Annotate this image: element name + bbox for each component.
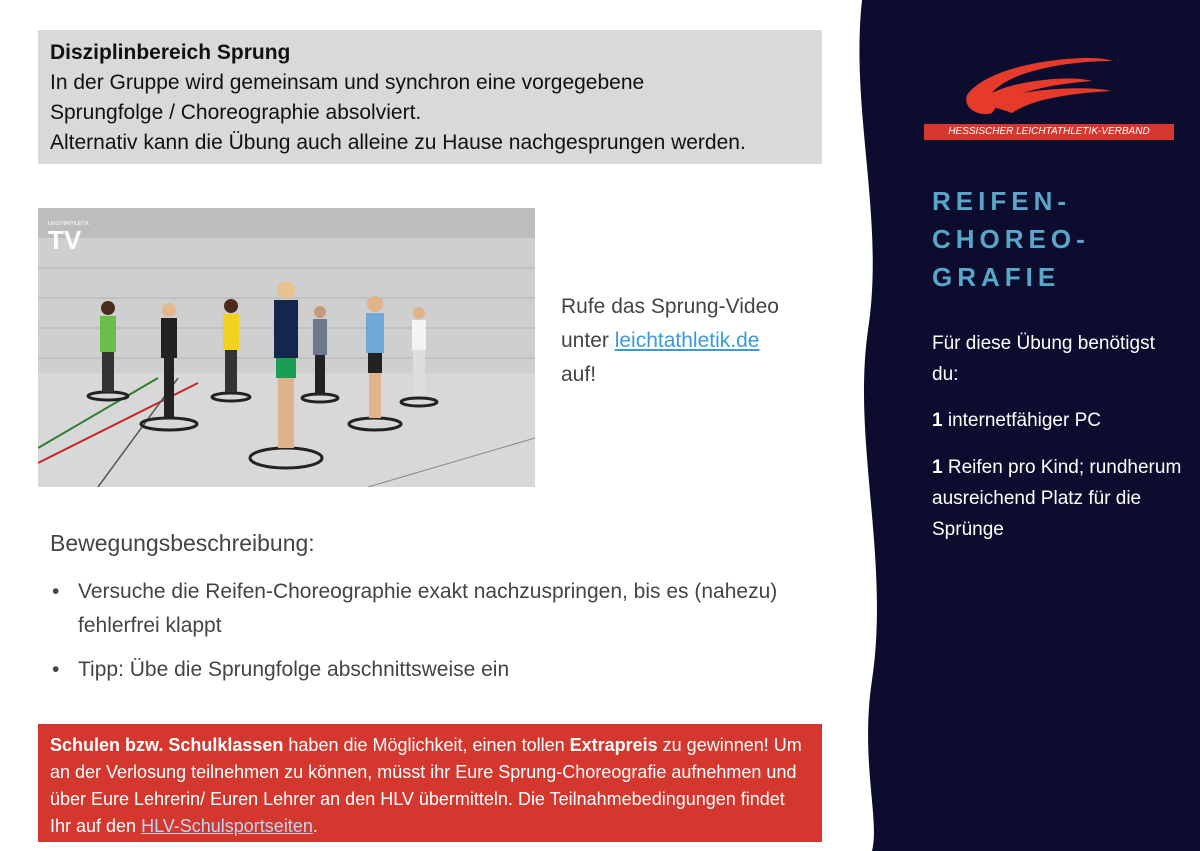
list-item — [50, 575, 810, 643]
video-logo-tv: TV — [48, 225, 82, 255]
notice-text-2: zu gewinnen! Um an der Verlosung teilnehmen zu können, müsst ihr Eure Sprung-Choreografie aufnehmen und über Eure Lehrerin/ Euren Lehrer an den HLV übermitteln. Die Teilnahmebedingungen findet Ihr auf den — [50, 735, 802, 836]
list-item — [50, 653, 810, 687]
description-list — [50, 575, 810, 697]
intro-box — [38, 30, 822, 164]
sidebar-title-line-2: CHOREO- — [932, 224, 1090, 254]
intro-line-3: Alternativ kann die Übung auch alleine zu Hause nachgesprungen werden. — [50, 131, 746, 154]
description-heading: Bewegungsbeschreibung: — [50, 530, 315, 556]
intro-line-2: Sprungfolge / Choreographie absolviert. — [50, 101, 422, 124]
sidebar-title-line-1: REIFEN- — [932, 186, 1071, 216]
leichtathletik-link[interactable]: leichtathletik.de — [614, 329, 760, 352]
sidebar-title-line-3: GRAFIE — [932, 262, 1061, 292]
bullet-icon: • — [52, 658, 60, 681]
prize-notice — [38, 724, 822, 842]
item-count: 1 — [932, 410, 943, 431]
video-text-after: auf! — [561, 363, 597, 386]
notice-end: . — [312, 816, 318, 836]
video-thumbnail[interactable] — [38, 208, 535, 487]
sidebar-item-reifen — [932, 452, 1182, 545]
item-text: internetfähiger PC — [942, 410, 1101, 431]
video-instructions — [561, 290, 821, 392]
video-text-unter: unter — [561, 329, 615, 352]
intro-line-1: In der Gruppe wird gemeinsam und synchron eine vorgegebene — [50, 71, 645, 94]
hlv-logo-text: HESSISCHER LEICHTATHLETIK-VERBAND — [924, 124, 1174, 140]
notice-bold-extrapreis: Extrapreis — [569, 735, 658, 755]
sidebar-title — [932, 182, 1090, 296]
bullet-text-1: Versuche die Reifen-Choreographie exakt nachzuspringen, bis es (nahezu) fehlerfrei klappt — [78, 580, 778, 637]
bullet-icon: • — [52, 580, 60, 603]
notice-text-1: haben die Möglichkeit, einen tollen — [283, 735, 570, 755]
video-text-before: Rufe das Sprung-Video — [561, 295, 779, 318]
hlv-schulsport-link[interactable]: HLV-Schulsportseiten — [141, 816, 313, 836]
intro-title: Disziplinbereich Sprung — [50, 41, 291, 64]
item-text: Reifen pro Kind; rundherum ausreichend Platz für die Sprünge — [932, 457, 1182, 540]
sidebar-need-text: Für diese Übung benötigst du: — [932, 333, 1155, 385]
item-count: 1 — [932, 457, 943, 478]
bullet-text-2: Tipp: Übe die Sprungfolge abschnittsweise ein — [78, 658, 510, 681]
sidebar-item-pc — [932, 405, 1172, 436]
video-logo-small: LEICHTATHLETIK — [48, 221, 89, 227]
notice-bold-schulen: Schulen bzw. Schulklassen — [50, 735, 284, 755]
